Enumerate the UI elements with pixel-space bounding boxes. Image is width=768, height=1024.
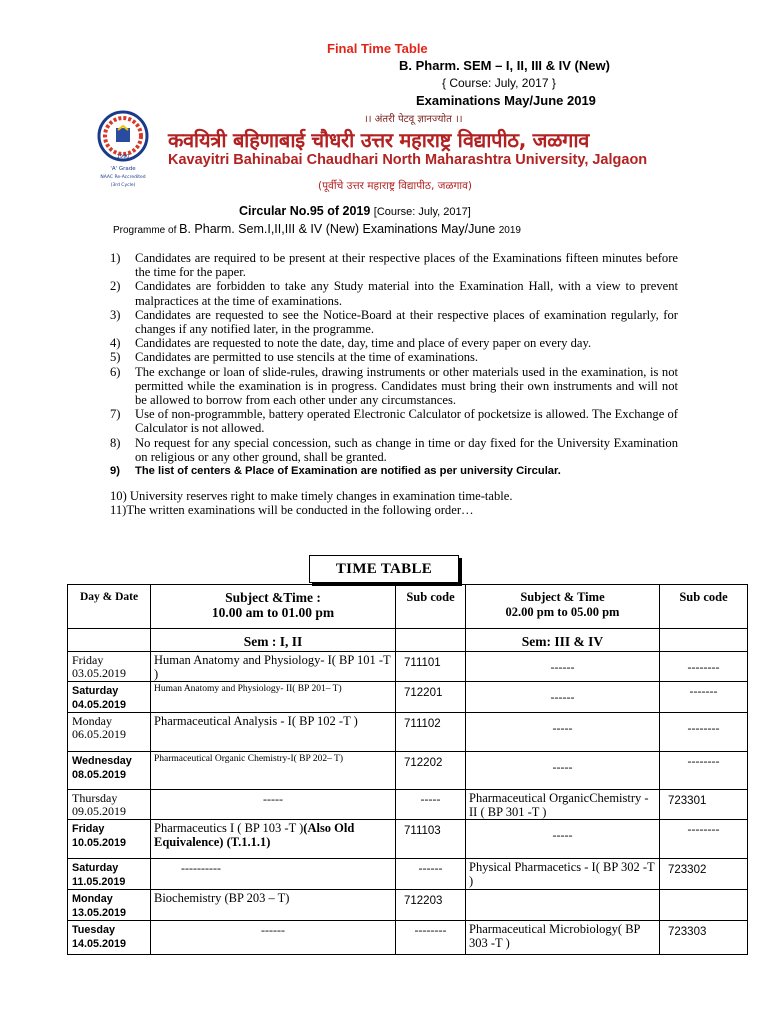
university-name-english: Kavayitri Bahinabai Chaudhari North Maharashtra University, Jalgaon <box>168 152 648 168</box>
rule-10: 10) University reserves right to make timely changes in examination time-table. <box>110 489 513 504</box>
table-row: Friday 03.05.2019 Human Anatomy and Physiology- I( BP 101 -T ) 711101 ------ -------- <box>68 652 748 682</box>
rule-item: 2) Candidates are forbidden to take any Study material into the Examination Hall, with a view to prevent malpractices at the time of examinations. <box>110 279 678 308</box>
table-row: Friday 10.05.2019 Pharmaceutics I ( BP 103 -T )(Also Old Equivalence) (T.1.1.1) 711103 ----- -------- <box>68 820 748 859</box>
circular-number: Circular No.95 of 2019 [Course: July, 2017] <box>239 204 471 218</box>
university-motto: ।। अंतरी पेटवू ज्ञानज्योत ।। <box>364 114 463 125</box>
instructions-list <box>110 251 678 518</box>
table-row: Tuesday 14.05.2019 ------ -------- Pharmaceutical Microbiology( BP 303 -T ) 723303 <box>68 921 748 955</box>
university-name-marathi: कवयित्री बहिणाबाई चौधरी उत्तर महाराष्ट्र विद्यापीठ, जळगाव <box>168 128 590 152</box>
table-row: Saturday 11.05.2019 ---------- ------ Physical Pharmacetics - I( BP 302 -T ) 723302 <box>68 859 748 890</box>
final-title: Final Time Table <box>327 41 428 56</box>
table-row: Monday 13.05.2019 Biochemistry (BP 203 – T) 712203 <box>68 890 748 921</box>
logo-grade: 'A' Grade <box>110 166 136 172</box>
rule-item: 8) No request for any special concession, such as change in time or day fixed for the University Examination on religious or any other ground, shall be granted. <box>110 435 678 464</box>
course-label: { Course: July, 2017 } <box>442 76 556 90</box>
exam-session: Examinations May/June 2019 <box>416 93 596 108</box>
university-former-name: (पूर्वीचे उत्तर महाराष्ट्र विद्यापीठ, जळगाव) <box>318 180 473 192</box>
logo-year: 1990 <box>116 154 130 160</box>
header-code-morning: Sub code <box>396 585 466 629</box>
rule-item: 5) Candidates are permitted to use stencils at the time of examinations. <box>110 350 479 365</box>
logo-naac: NAAC Re-Accredited <box>100 175 146 180</box>
timetable <box>67 584 748 955</box>
rule-item: 7) Use of non-programmble, battery operated Electronic Calculator of pocketsize is allowed. The Exchange of Calculator is not allowed. <box>110 407 678 436</box>
table-row: Wednesday 08.05.2019 Pharmaceutical Organic Chemistry-I( BP 202– T) 712202 ----- -------- <box>68 752 748 790</box>
programme-line: Programme of B. Pharm. Sem.I,II,III & IV (New) Examinations May/June 2019 <box>113 222 521 236</box>
rule-11: 11)The written examinations will be conducted in the following order… <box>110 503 474 518</box>
table-row: Thursday 09.05.2019 ----- ----- Pharmaceutical OrganicChemistry - II ( BP 301 -T ) 723301 <box>68 790 748 820</box>
program-title: B. Pharm. SEM – I, II, III & IV (New) <box>399 58 610 73</box>
sem-afternoon: Sem: III & IV <box>466 629 660 652</box>
header-code-afternoon: Sub code <box>660 585 748 629</box>
rule-item: 3) Candidates are requested to see the Notice-Board at their respective places of examination regularly, for changes if any notified later, in the programme. <box>110 307 678 337</box>
header-subject-morning: Subject &Time : 10.00 am to 01.00 pm <box>151 585 396 629</box>
table-header-row <box>68 585 748 629</box>
rule-item: 9) The list of centers & Place of Examination are notified as per university Circular. <box>110 465 561 478</box>
university-logo <box>92 108 154 190</box>
rule-item: 1) Candidates are required to be present at their respective places of the Examinations fifteen minutes before the time for the paper. <box>110 251 678 280</box>
table-row: Saturday 04.05.2019 Human Anatomy and Physiology- II( BP 201– T) 712201 ------ ------- <box>68 682 748 713</box>
header-subject-afternoon: Subject & Time 02.00 pm to 05.00 pm <box>466 585 660 629</box>
table-row: Monday 06.05.2019 Pharmaceutical Analysis - I( BP 102 -T ) 711102 ----- -------- <box>68 713 748 752</box>
sem-morning: Sem : I, II <box>151 629 396 652</box>
semester-row <box>68 629 748 652</box>
timetable-title: TIME TABLE <box>309 555 459 583</box>
header-day: Day & Date <box>68 585 151 629</box>
rule-item: 4) Candidates are requested to note the date, day, time and place of every paper on every day. <box>110 336 592 351</box>
rule-item: 6) The exchange or loan of slide-rules, drawing instruments or other materials used in the examination, is not permitted while the examination is in progress. Candidates must bring their own instruments and will not be allowed to borrow from each other under any circumstances. <box>110 364 678 408</box>
logo-cycle: (3rd Cycle) <box>110 183 136 188</box>
